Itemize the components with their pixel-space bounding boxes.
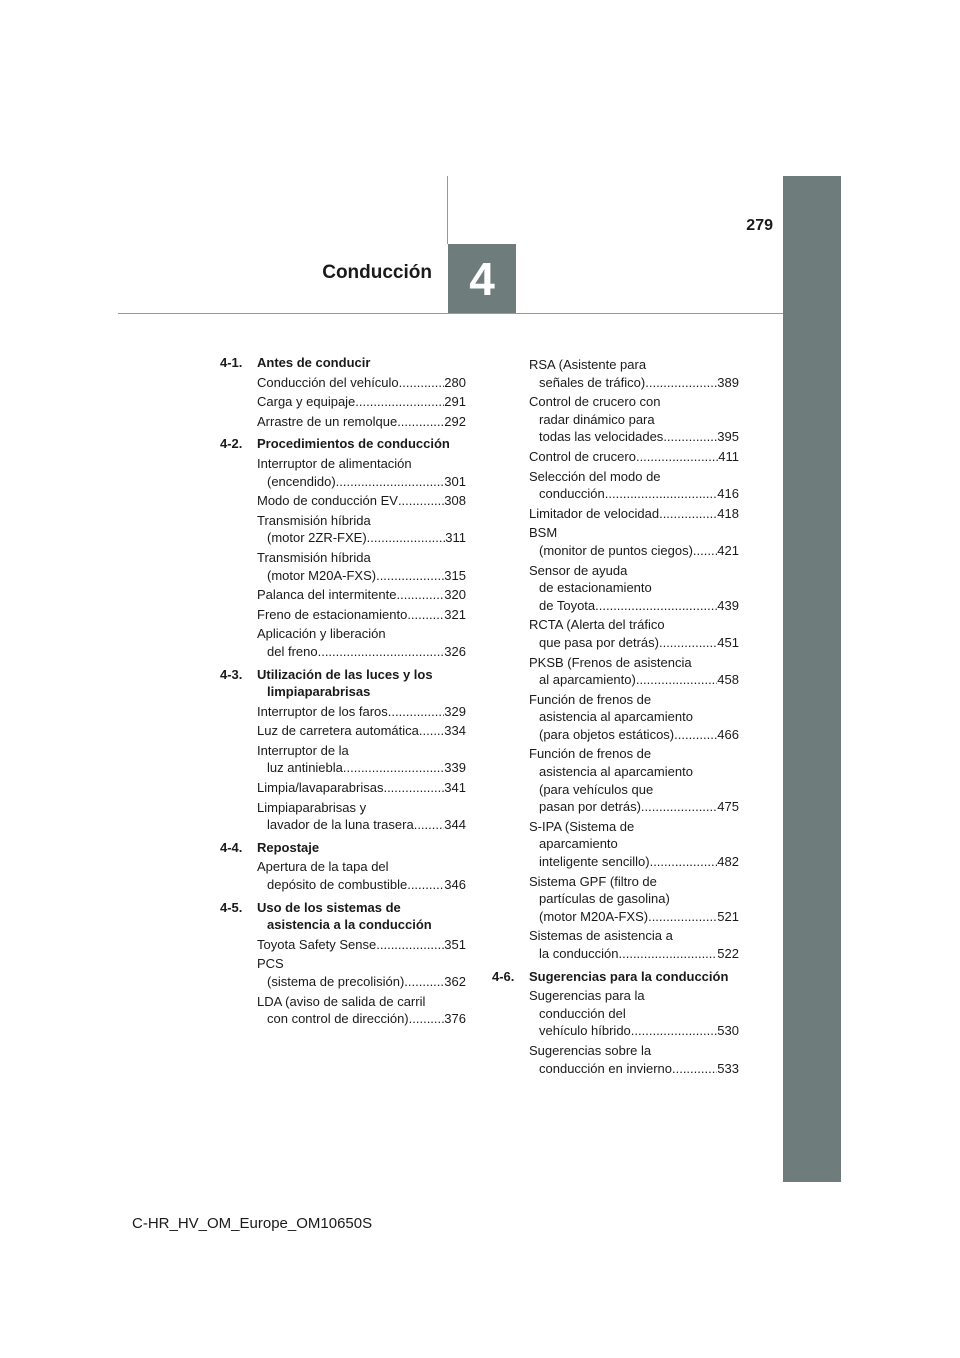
entry-last-line <box>257 779 466 797</box>
dot-leader <box>336 473 445 491</box>
dot-leader <box>645 374 717 392</box>
entry-title-line: LDA (aviso de salida de carril <box>257 993 426 1009</box>
toc-entry[interactable] <box>529 987 739 1040</box>
section-number: 4-2. <box>220 436 243 452</box>
entry-page-number: 416 <box>717 486 739 502</box>
toc-entry[interactable] <box>529 745 739 815</box>
entry-page-number: 451 <box>717 634 739 650</box>
entry-title-line: Apertura de la tapa del <box>257 859 389 875</box>
section-number: 4-3. <box>220 666 243 682</box>
entry-page-number: 466 <box>717 726 739 742</box>
toc-entry[interactable] <box>529 468 739 503</box>
entry-last-line <box>257 703 466 721</box>
entry-page-number: 291 <box>444 394 466 410</box>
entry-last-line <box>257 876 466 894</box>
entry-title-line: Toyota Safety Sense <box>257 936 377 952</box>
entry-title-line: conducción del <box>539 1005 626 1021</box>
entry-title-line: (para objetos estáticos) <box>539 726 675 742</box>
entry-last-line <box>257 1010 466 1028</box>
dot-leader <box>636 671 717 689</box>
entry-page-number: 320 <box>444 587 466 603</box>
toc-entry[interactable] <box>257 455 466 490</box>
entry-title-line: (motor M20A-FXS) <box>539 908 649 924</box>
entry-title-line: todas las velocidades <box>539 429 664 445</box>
dot-leader <box>367 529 446 547</box>
dot-leader <box>376 936 444 954</box>
toc-section-heading <box>220 435 466 453</box>
entry-title-line: Luz de carretera automática <box>257 723 419 739</box>
entry-page-number: 475 <box>717 799 739 815</box>
entry-last-line <box>257 374 466 392</box>
dot-leader <box>396 586 444 604</box>
toc-entry[interactable] <box>529 505 739 523</box>
toc-entry[interactable] <box>257 955 466 990</box>
entry-title-line: Aplicación y liberación <box>257 626 386 642</box>
toc-entry[interactable] <box>529 616 739 651</box>
entry-page-number: 362 <box>444 974 466 989</box>
entry-page-number: 439 <box>717 597 739 613</box>
dot-leader <box>659 634 717 652</box>
entry-title-line: lavador de la luna trasera <box>267 817 414 833</box>
entry-last-line <box>529 428 739 446</box>
toc-entry[interactable] <box>257 549 466 584</box>
entry-last-line <box>257 643 466 661</box>
entry-title-line: Control de crucero <box>529 448 636 464</box>
entry-title-line: la conducción <box>539 946 619 961</box>
entry-page-number: 351 <box>444 936 466 952</box>
entry-last-line <box>257 567 466 585</box>
section-number: 4-5. <box>220 899 243 915</box>
toc-entry[interactable] <box>529 448 739 466</box>
entry-page-number: 315 <box>444 567 466 583</box>
entry-page-number: 521 <box>717 908 739 924</box>
toc-entry[interactable] <box>257 512 466 547</box>
entry-last-line <box>529 1060 739 1078</box>
entry-page-number: 458 <box>717 672 739 688</box>
entry-page-number: 308 <box>444 493 466 509</box>
dot-leader <box>595 597 717 615</box>
toc-entry[interactable] <box>257 858 466 893</box>
entry-title-line: aparcamiento <box>539 836 618 852</box>
toc-section-heading <box>220 354 466 372</box>
section-title: Repostaje <box>257 839 320 855</box>
dot-leader <box>663 428 717 446</box>
dot-leader <box>376 567 444 585</box>
entry-title-line: de Toyota <box>539 597 596 613</box>
entry-title-line: asistencia al aparcamiento <box>539 764 693 780</box>
entry-title-line: S-IPA (Sistema de <box>529 818 635 834</box>
entry-title-line: Limitador de velocidad <box>529 505 660 521</box>
entry-last-line <box>257 393 466 411</box>
entry-title-line: Interruptor de alimentación <box>257 455 412 471</box>
toc-entry[interactable] <box>529 873 739 926</box>
entry-last-line <box>529 726 739 744</box>
entry-title-line: Sugerencias para la <box>529 988 645 1004</box>
entry-page-number: 292 <box>444 413 466 429</box>
section-number: 4-4. <box>220 839 243 855</box>
section-title: Uso de los sistemas de asistencia a la conducción <box>257 899 432 933</box>
section-title: Antes de conducir <box>257 355 371 370</box>
entry-last-line <box>257 529 466 547</box>
toc-section-heading <box>220 839 466 857</box>
toc-entry[interactable] <box>257 625 466 660</box>
entry-title-line: (sistema de precolisión) <box>267 974 405 989</box>
toc-section-heading <box>220 899 466 934</box>
footer-document-code: C-HR_HV_OM_Europe_OM10650S <box>132 1215 373 1232</box>
dot-leader <box>659 505 717 523</box>
entry-last-line <box>257 816 466 834</box>
entry-page-number: 533 <box>717 1060 739 1076</box>
entry-last-line <box>529 448 739 466</box>
entry-title-line: Limpiaparabrisas y <box>257 799 367 815</box>
entry-title-line: depósito de combustible <box>267 877 408 893</box>
entry-page-number: 482 <box>717 854 739 870</box>
entry-page-number: 311 <box>445 530 466 546</box>
entry-title-line: Palanca del intermitente <box>257 587 397 603</box>
entry-page-number: 341 <box>444 780 466 796</box>
entry-title-line: del freno <box>267 643 318 659</box>
entry-title-line: que pasa por detrás) <box>539 634 659 650</box>
entry-title-line: Interruptor de los faros <box>257 703 388 719</box>
entry-title-line: PCS <box>257 956 284 972</box>
entry-page-number: 376 <box>444 1011 466 1027</box>
toc-entry[interactable] <box>529 562 739 615</box>
entry-title-line: Limpia/lavaparabrisas <box>257 780 384 796</box>
entry-title-line: conducción <box>539 486 605 502</box>
dot-leader <box>355 393 444 411</box>
dot-leader <box>318 643 445 661</box>
entry-last-line <box>529 671 739 689</box>
entry-title-line: Transmisión híbrida <box>257 512 371 528</box>
chapter-number: 4 <box>469 252 495 305</box>
entry-title-line: Arrastre de un remolque <box>257 413 398 429</box>
entry-page-number: 339 <box>444 760 466 776</box>
toc-column-left <box>220 354 466 1028</box>
entry-last-line <box>529 853 739 871</box>
entry-title-line: (encendido) <box>267 473 336 489</box>
dot-leader <box>650 853 718 871</box>
toc-section-heading <box>492 968 739 986</box>
dot-leader <box>641 798 717 816</box>
entry-title-line: (monitor de puntos ciegos) <box>539 542 693 558</box>
toc-entry[interactable] <box>257 993 466 1028</box>
toc-entry[interactable] <box>529 691 739 744</box>
entry-title-line: PKSB (Frenos de asistencia <box>529 654 692 670</box>
toc-entry[interactable] <box>529 818 739 871</box>
dot-leader <box>388 703 445 721</box>
entry-last-line <box>529 505 739 523</box>
dot-leader <box>409 1010 445 1028</box>
entry-page-number: 411 <box>718 448 739 464</box>
entry-page-number: 346 <box>444 877 466 893</box>
dot-leader <box>636 448 718 466</box>
dot-leader <box>419 722 444 740</box>
entry-page-number: 389 <box>717 374 739 390</box>
entry-last-line <box>529 597 739 615</box>
entry-title-line: Sugerencias sobre la <box>529 1042 652 1058</box>
entry-title-line: (para vehículos que <box>539 781 654 797</box>
toc-entry[interactable] <box>529 927 739 962</box>
entry-title-line: Selección del modo de <box>529 468 661 484</box>
entry-title-line: Modo de conducción EV <box>257 493 398 509</box>
dot-leader <box>407 606 444 624</box>
entry-last-line <box>529 485 739 503</box>
dot-leader <box>398 492 444 510</box>
toc-section-heading <box>220 666 466 701</box>
entry-title-line: Sistema GPF (filtro de <box>529 873 657 889</box>
toc-entry[interactable] <box>257 374 466 392</box>
entry-page-number: 329 <box>444 703 466 719</box>
chapter-side-tab <box>783 176 841 1182</box>
chapter-number-box <box>448 244 516 313</box>
dot-leader <box>672 1060 717 1078</box>
toc-entry[interactable] <box>257 742 466 777</box>
entry-last-line <box>257 606 466 624</box>
entry-title-line: con control de dirección) <box>267 1011 409 1027</box>
toc-entry[interactable] <box>257 799 466 834</box>
toc-entry[interactable] <box>529 1042 739 1077</box>
dot-leader <box>404 973 444 991</box>
dot-leader <box>397 413 444 431</box>
entry-title-line: señales de tráfico) <box>539 374 646 390</box>
entry-title-line: pasan por detrás) <box>539 799 641 815</box>
dot-leader <box>674 726 717 744</box>
toc-entry[interactable] <box>529 393 739 446</box>
entry-title-line: de estacionamiento <box>539 580 652 596</box>
entry-page-number: 522 <box>717 946 739 961</box>
toc-entry[interactable] <box>529 654 739 689</box>
entry-title-line: al aparcamiento) <box>539 672 636 688</box>
entry-title-line: Control de crucero con <box>529 394 661 410</box>
header-vertical-rule <box>447 176 448 244</box>
entry-last-line <box>257 973 466 991</box>
entry-last-line <box>529 908 739 926</box>
entry-page-number: 280 <box>444 374 466 390</box>
entry-title-line: conducción en invierno <box>539 1060 672 1076</box>
entry-last-line <box>257 586 466 604</box>
entry-title-line: asistencia al aparcamiento <box>539 709 693 725</box>
entry-last-line <box>529 945 739 963</box>
entry-title-line: vehículo híbrido <box>539 1023 631 1039</box>
toc-entry[interactable] <box>257 606 466 624</box>
dot-leader <box>693 542 717 560</box>
entry-title-line: luz antiniebla <box>267 760 343 776</box>
section-title: Sugerencias para la conducción <box>529 968 729 984</box>
toc-column-right <box>492 354 739 1077</box>
entry-title-line: radar dinámico para <box>539 411 655 427</box>
entry-page-number: 321 <box>444 606 466 622</box>
entry-page-number: 326 <box>444 643 466 659</box>
entry-last-line <box>257 492 466 510</box>
entry-title-line: Sensor de ayuda <box>529 562 628 578</box>
dot-leader <box>407 876 444 894</box>
entry-page-number: 301 <box>444 473 466 489</box>
entry-title-line: inteligente sencillo) <box>539 854 650 870</box>
section-title: Utilización de las luces y los limpiaparabrisas <box>257 666 433 700</box>
entry-title-line: Sistemas de asistencia a <box>529 928 673 944</box>
entry-page-number: 395 <box>717 429 739 445</box>
dot-leader <box>648 908 717 926</box>
entry-title-line: Carga y equipaje <box>257 394 356 410</box>
toc-entry[interactable] <box>529 356 739 391</box>
entry-title-line: BSM <box>529 525 558 541</box>
entry-last-line <box>257 473 466 491</box>
toc-entry[interactable] <box>257 703 466 721</box>
entry-last-line <box>257 722 466 740</box>
entry-title-line: Transmisión híbrida <box>257 549 371 565</box>
entry-page-number: 344 <box>444 817 466 833</box>
section-number: 4-1. <box>220 355 243 370</box>
page-number: 279 <box>746 217 773 234</box>
entry-title-line: Interruptor de la <box>257 742 349 758</box>
dot-leader <box>605 485 718 503</box>
entry-page-number: 334 <box>444 723 466 739</box>
dot-leader <box>343 759 444 777</box>
entry-last-line <box>529 542 739 560</box>
entry-last-line <box>529 798 739 816</box>
entry-title-line: Función de frenos de <box>529 746 652 762</box>
entry-title-line: partículas de gasolina) <box>539 891 670 907</box>
section-number: 4-6. <box>492 968 515 984</box>
dot-leader <box>619 945 718 963</box>
entry-last-line <box>529 374 739 392</box>
chapter-title: Conducción <box>322 262 432 283</box>
entry-last-line <box>257 936 466 954</box>
entry-last-line <box>529 1022 739 1040</box>
toc-entry[interactable] <box>529 524 739 559</box>
entry-title-line: (motor M20A-FXS) <box>267 567 377 583</box>
entry-page-number: 421 <box>717 542 739 558</box>
toc-entry[interactable] <box>257 492 466 510</box>
toc-entry[interactable] <box>257 586 466 604</box>
entry-title-line: (motor 2ZR-FXE) <box>267 530 367 546</box>
toc-entry[interactable] <box>257 779 466 797</box>
entry-last-line <box>529 634 739 652</box>
dot-leader <box>399 374 445 392</box>
entry-last-line <box>257 413 466 431</box>
toc-entry[interactable] <box>257 936 466 954</box>
toc-entry[interactable] <box>257 393 466 411</box>
entry-title-line: Función de frenos de <box>529 691 652 707</box>
entry-title-line: RCTA (Alerta del tráfico <box>529 617 665 633</box>
entry-page-number: 418 <box>717 505 739 521</box>
toc-entry[interactable] <box>257 722 466 740</box>
toc-entry[interactable] <box>257 413 466 431</box>
entry-title-line: Conducción del vehículo <box>257 374 399 390</box>
dot-leader <box>414 816 445 834</box>
entry-title-line: RSA (Asistente para <box>529 357 647 372</box>
header-horizontal-rule <box>118 313 783 314</box>
dot-leader <box>631 1022 718 1040</box>
entry-page-number: 530 <box>717 1023 739 1039</box>
entry-title-line: Freno de estacionamiento <box>257 606 408 622</box>
entry-last-line <box>257 759 466 777</box>
section-title: Procedimientos de conducción <box>257 436 450 452</box>
dot-leader <box>383 779 444 797</box>
